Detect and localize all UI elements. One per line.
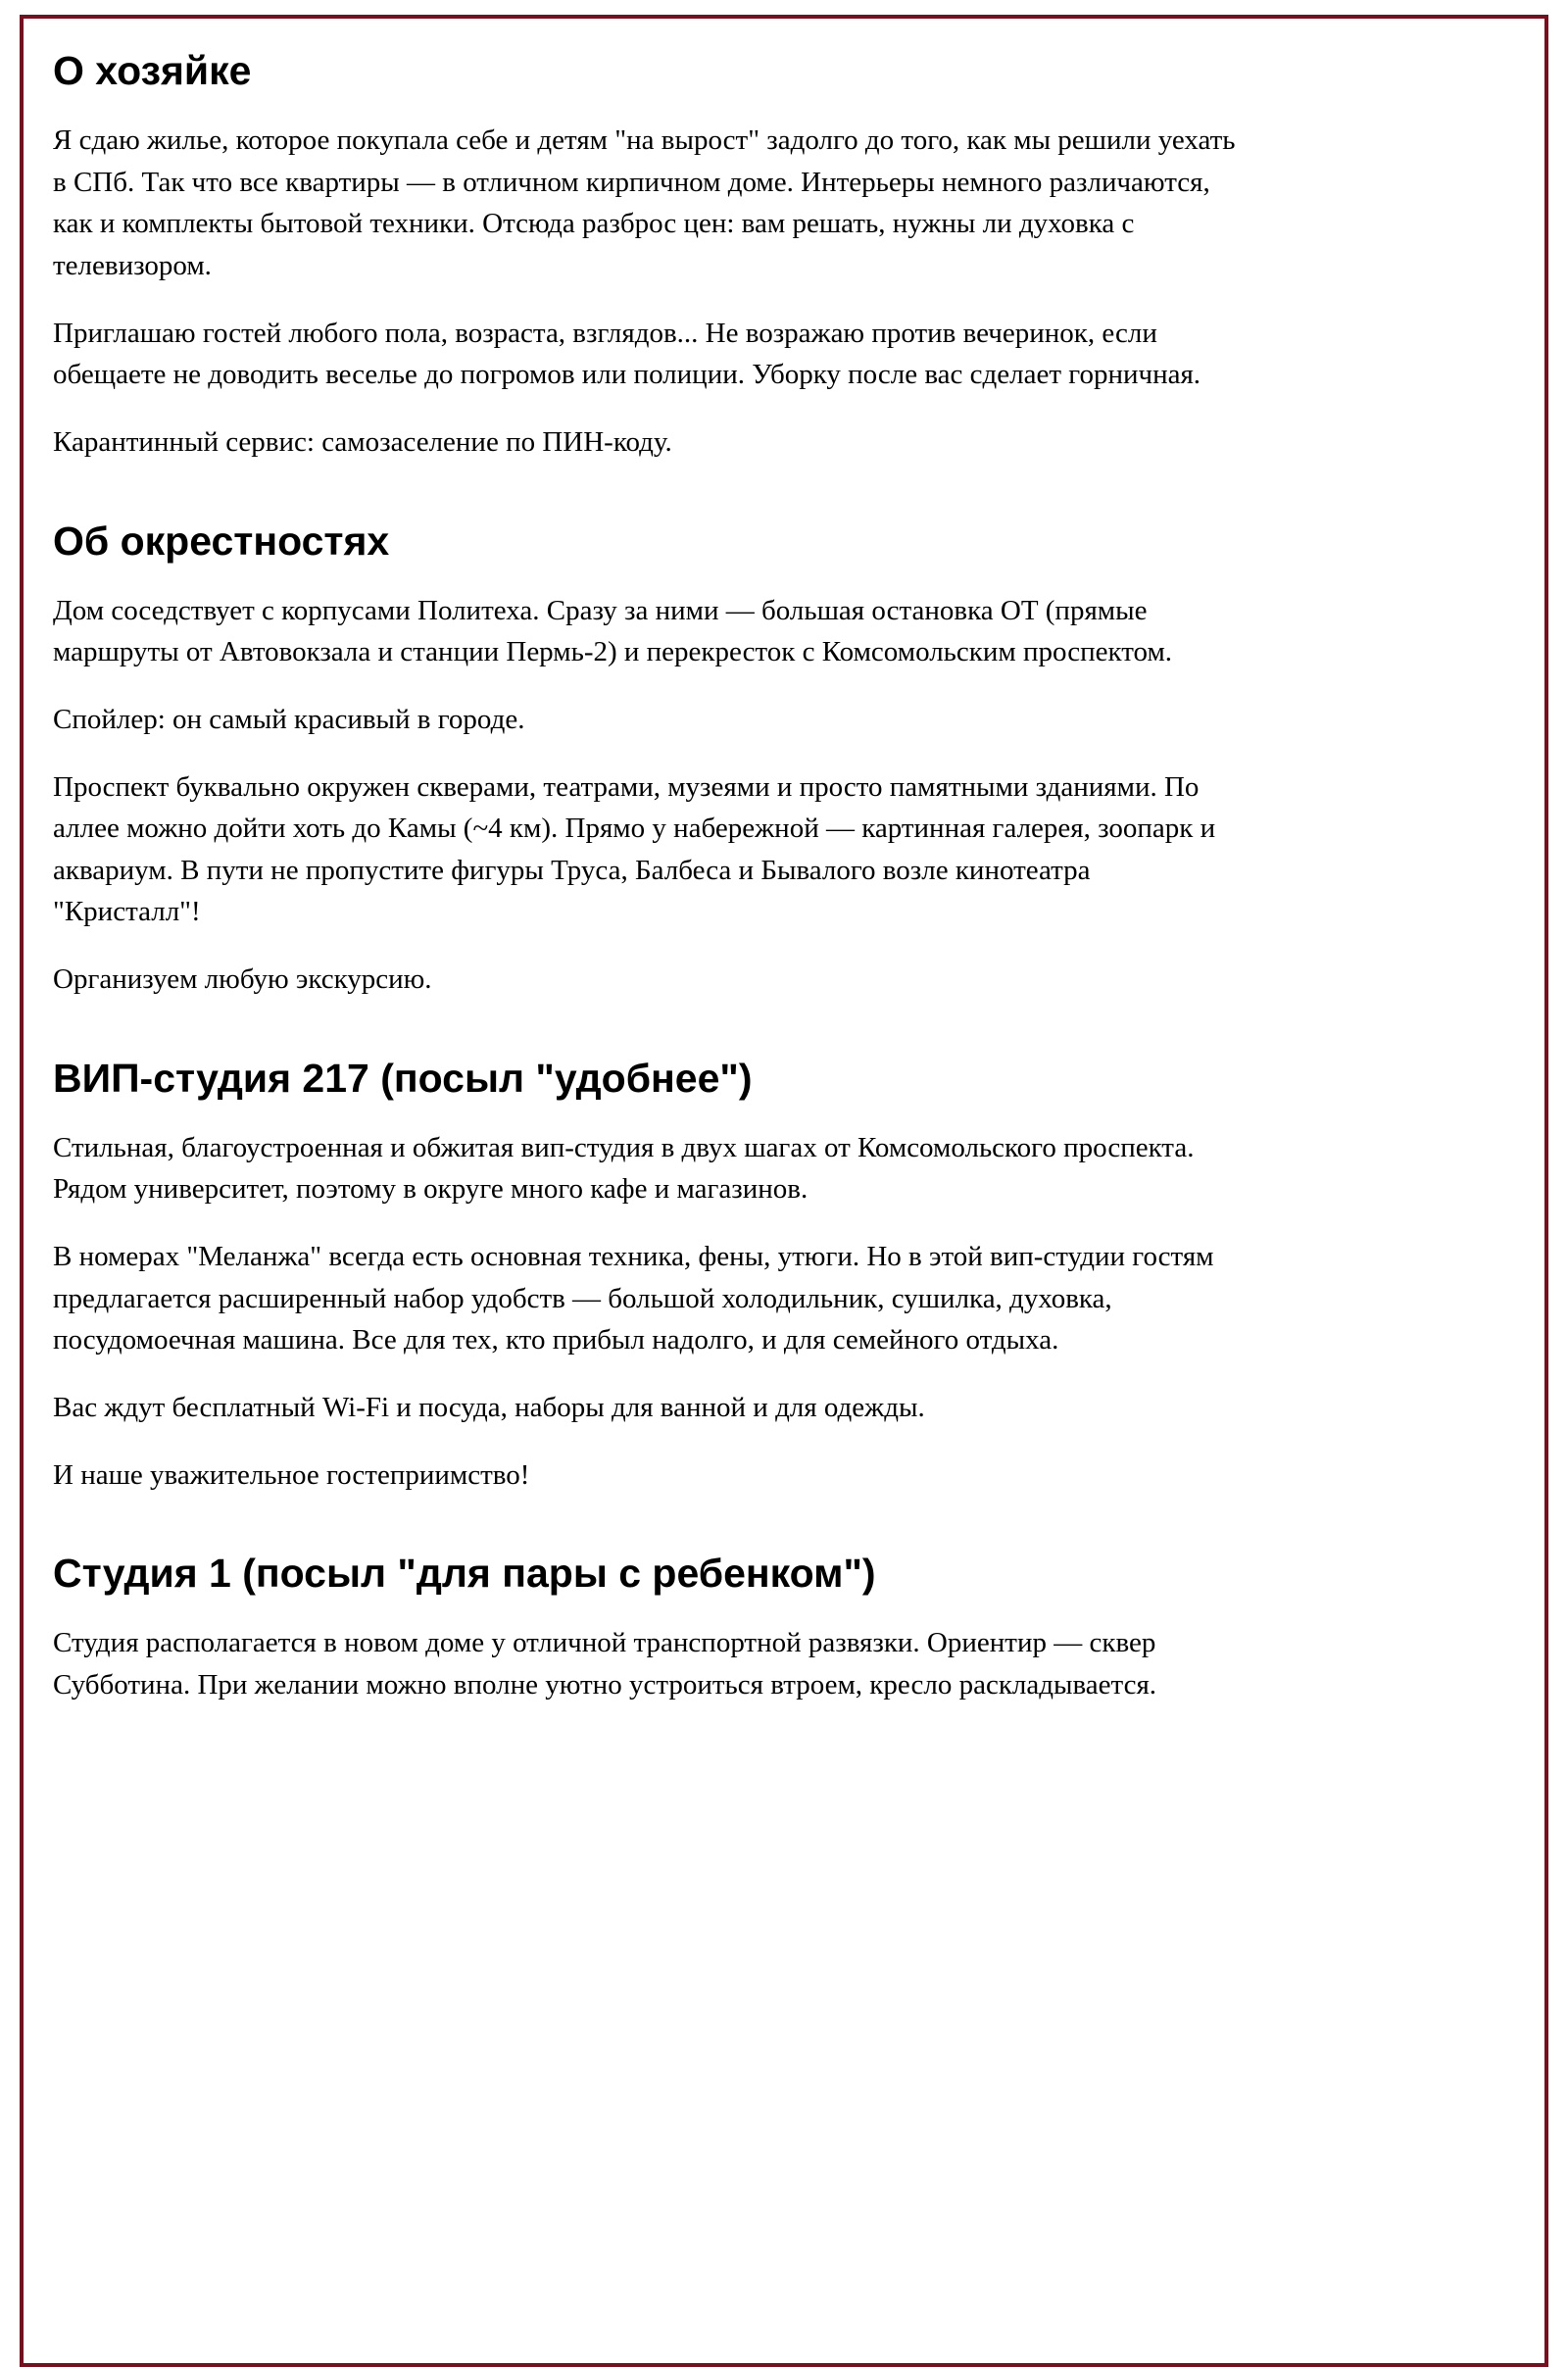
section-heading: ВИП-студия 217 (посыл "удобнее"): [53, 1055, 753, 1101]
section-studio-1: [53, 1551, 1239, 1705]
section-heading: Об окрестностях: [53, 518, 390, 564]
article-content: [53, 48, 1239, 1706]
paragraph: Спойлер: он самый красивый в городе.: [53, 703, 525, 735]
paragraph: Я сдаю жилье, которое покупала себе и детям "на вырост" задолго до того, как мы решили уехать в СПб. Так что все квартиры — в отличном кирпичном доме. Интерьеры немного различаются, как и комплекты бытовой техники. Отсюда разброс цен: вам решать, нужны ли духовка с телевизором.: [53, 124, 1236, 282]
paragraph: Организуем любую экскурсию.: [53, 963, 432, 996]
paragraph: Приглашаю гостей любого пола, возраста, взглядов... Не возражаю против вечеринок, если обещаете не доводить веселье до погромов или полиции. Уборку после вас сделает горничная.: [53, 317, 1201, 391]
paragraph: В номерах "Меланжа" всегда есть основная техника, фены, утюги. Но в этой вип-студии гостям предлагается расширенный набор удобств — большой холодильник, сушилка, духовка, посудомоечная машина. Все для тех, кто прибыл надолго, и для семейного отдыха.: [53, 1241, 1214, 1356]
paragraph: Вас ждут бесплатный Wi-Fi и посуда, наборы для ванной и для одежды.: [53, 1391, 925, 1423]
paragraph: Стильная, благоустроенная и обжитая вип-студия в двух шагах от Комсомольского проспекта. Рядом университет, поэтому в округе много кафе и магазинов.: [53, 1131, 1195, 1206]
paragraph: Дом соседствует с корпусами Политеха. Сразу за ними — большая остановка ОТ (прямые маршруты от Автовокзала и станции Пермь-2) и перекресток с Комсомольским проспектом.: [53, 594, 1173, 668]
paragraph: Проспект буквально окружен скверами, театрами, музеями и просто памятными зданиями. По аллее можно дойти хоть до Камы (~4 км). Прямо у набережной — картинная галерея, зоопарк и аквариум. В пути не пропустите фигуры Труса, Балбеса и Бывалого возле кинотеатра "Кристалл"!: [53, 770, 1216, 928]
paragraph: Студия располагается в новом доме у отличной транспортной развязки. Ориентир — сквер Субботина. При желании можно вполне уютно устроиться втроем, кресло раскладывается.: [53, 1627, 1157, 1701]
document-page: [0, 15, 1568, 1851]
page-border-frame: [20, 15, 1548, 2367]
section-heading: Студия 1 (посыл "для пары с ребенком"): [53, 1551, 876, 1597]
section-neighborhood: [53, 518, 1239, 1001]
paragraph: Карантинный сервис: самозаселение по ПИН-коду.: [53, 425, 672, 458]
paragraph: И наше уважительное гостеприимство!: [53, 1458, 530, 1491]
section-heading: О хозяйке: [53, 48, 252, 93]
section-about-host: [53, 48, 1239, 464]
section-vip-studio-217: [53, 1056, 1239, 1497]
